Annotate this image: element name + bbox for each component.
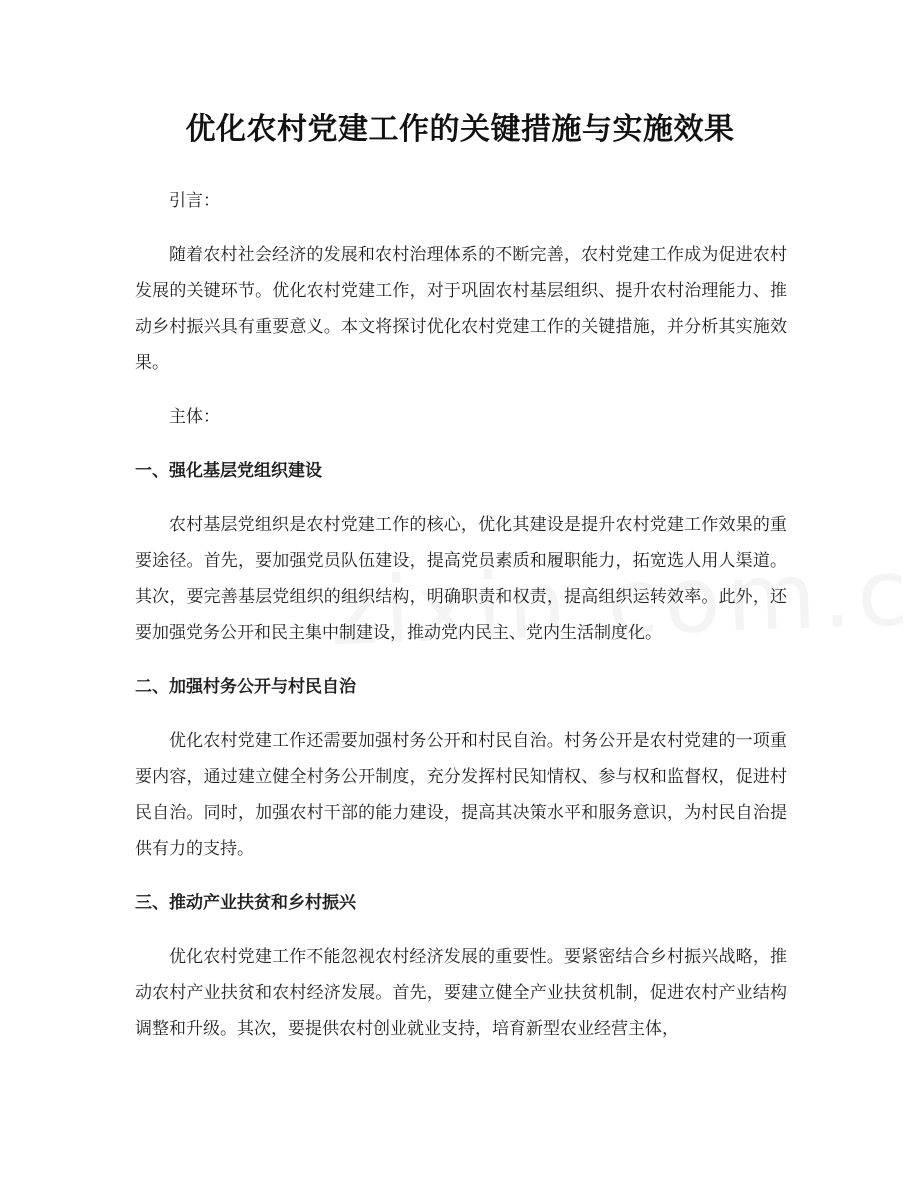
- section-heading-1: 一、强化基层党组织建设: [135, 461, 322, 481]
- section-heading-3: 三、推动产业扶贫和乡村振兴: [135, 893, 356, 913]
- document-body: [135, 183, 787, 1047]
- intro-label: 引言：: [169, 191, 220, 211]
- intro-paragraph: 随着农村社会经济的发展和农村治理体系的不断完善，农村党建工作成为促进农村发展的关键环节。优化农村党建工作，对于巩固农村基层组织、提升农村治理能力、推动乡村振兴具有重要意义。本文将探讨优化农村党建工作的关键措施，并分析其实施效果。: [135, 245, 787, 373]
- section-paragraph-2: 优化农村党建工作还需要加强村务公开和村民自治。村务公开是农村党建的一项重要内容，通过建立健全村务公开制度，充分发挥村民知情权、参与权和监督权，促进村民自治。同时，加强农村干部的能力建设，提高其决策水平和服务意识，为村民自治提供有力的支持。: [135, 731, 787, 859]
- document-title: 优化农村党建工作的关键措施与实施效果: [185, 112, 735, 147]
- section-paragraph-3: 优化农村党建工作不能忽视农村经济发展的重要性。要紧密结合乡村振兴战略，推动农村产业扶贫和农村经济发展。首先，要建立健全产业扶贫机制，促进农村产业结构调整和升级。其次，要提供农村创业就业支持，培育新型农业经营主体，: [135, 947, 787, 1039]
- body-label: 主体：: [169, 407, 220, 427]
- section-heading-2: 二、加强村务公开与村民自治: [135, 677, 356, 697]
- section-paragraph-1: 农村基层党组织是农村党建工作的核心，优化其建设是提升农村党建工作效果的重要途径。首先，要加强党员队伍建设，提高党员素质和履职能力，拓宽选人用人渠道。其次，要完善基层党组织的组织结构，明确职责和权责，提高组织运转效率。此外，还要加强党务公开和民主集中制建设，推动党内民主、党内生活制度化。: [135, 515, 787, 643]
